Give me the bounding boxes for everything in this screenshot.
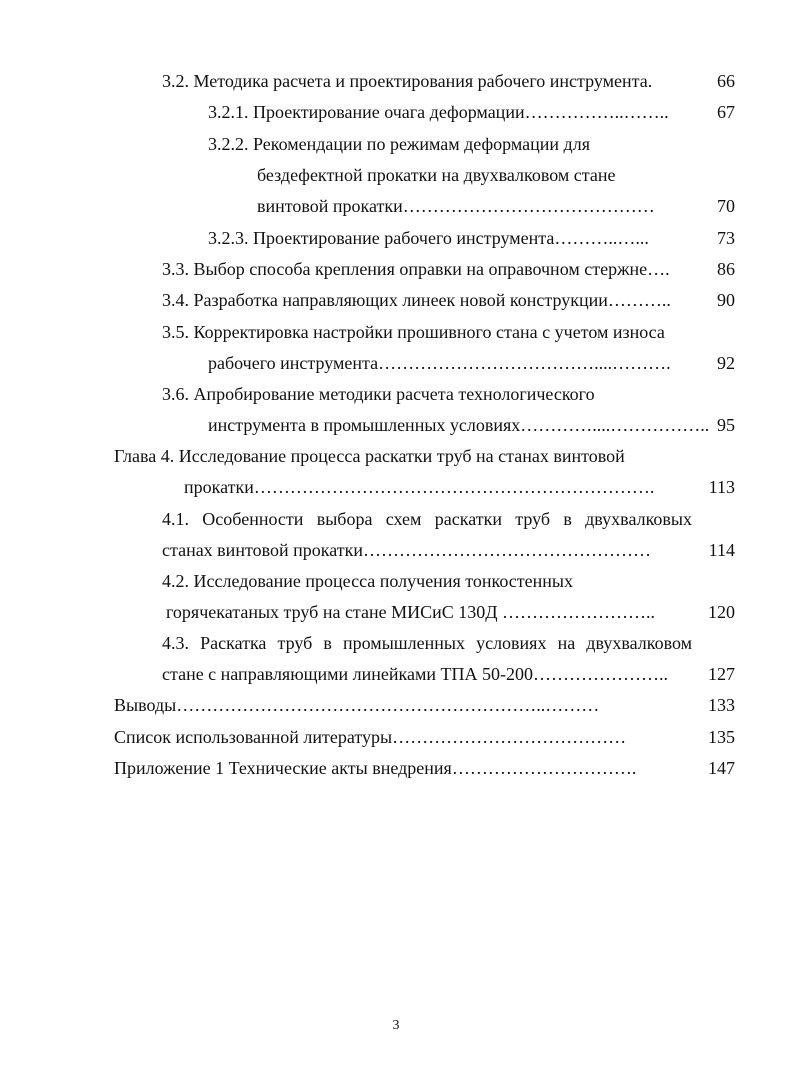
toc-entry-page: 92 — [717, 353, 735, 373]
toc-entry-text: винтовой прокатки…………………………………… — [257, 196, 655, 216]
toc-entry-text: Список использованной литературы………………………………… — [114, 727, 627, 747]
toc-entry — [114, 444, 735, 468]
toc-entry-text: рабочего инструмента………………………………....………. — [208, 353, 671, 373]
toc-entry-text: 3.2.1. Проектирование очага деформации……………..…….. — [208, 102, 669, 122]
toc-entry-page: 135 — [708, 727, 735, 747]
toc-entry — [114, 756, 735, 780]
toc-entry — [208, 413, 735, 437]
toc-entry-text: 3.4. Разработка направляющих линеек новой конструкции……….. — [162, 290, 671, 310]
toc-entry-text: 3.2.3. Проектирование рабочего инструмента………..…... — [208, 228, 649, 248]
toc-entry-page: 86 — [717, 259, 735, 279]
toc-entry-text: 4.3. Раскатка труб в промышленных условиях на двухвалковом — [162, 633, 692, 653]
toc-entry — [208, 351, 735, 375]
toc-entry — [162, 662, 735, 686]
toc-entry — [162, 320, 735, 344]
toc-entry-text: 4.2. Исследование процесса получения тонкостенных — [162, 571, 573, 591]
toc-entry-text: 3.6. Апробирование методики расчета технологического — [162, 384, 595, 404]
toc-entry — [162, 288, 735, 312]
toc-entry-page: 95 — [717, 415, 735, 435]
toc-entry-text: станах винтовой прокатки………………………………………… — [162, 540, 651, 560]
toc-entry — [162, 69, 735, 93]
toc-entry-text: 3.2. Методика расчета и проектирования рабочего инструмента. — [162, 71, 653, 91]
toc-entry — [162, 507, 735, 531]
toc-entry-text: Выводы……………………………………………………..……… — [114, 695, 600, 715]
toc-entry-page: 113 — [708, 477, 735, 497]
toc-entry — [162, 631, 735, 655]
toc-entry-text: бездефектной прокатки на двухвалковом стане — [257, 165, 616, 185]
toc-entry — [208, 132, 735, 156]
toc-entry — [257, 163, 735, 187]
toc-entry — [114, 725, 735, 749]
toc-entry-page: 114 — [708, 540, 735, 560]
toc-entry — [162, 538, 735, 562]
toc-entry-text: Приложение 1 Технические акты внедрения…………………………. — [114, 758, 637, 778]
toc-entry-text: 3.2.2. Рекомендации по режимам деформации для — [208, 134, 590, 154]
toc-entry-text: прокатки…………………………………………………………. — [184, 477, 655, 497]
page-number: 3 — [392, 1018, 400, 1033]
toc-entry-text: 4.1. Особенности выбора схем раскатки труб в двухвалковых — [162, 509, 692, 529]
toc-entry-page: 120 — [708, 602, 735, 622]
toc-entry-page: 133 — [708, 695, 735, 715]
toc-entry-text: Глава 4. Исследование процесса раскатки труб на станах винтовой — [114, 446, 625, 466]
toc-entry — [208, 226, 735, 250]
toc-entry — [184, 475, 735, 499]
toc-entry-text: стане с направляющими линейками ТПА 50-200………………….. — [162, 664, 669, 684]
toc-entry — [162, 382, 735, 406]
toc-entry-page: 127 — [708, 664, 735, 684]
toc-entry-page: 73 — [717, 228, 735, 248]
toc-entry-page: 70 — [717, 196, 735, 216]
toc-entry — [166, 600, 735, 624]
toc-entry — [208, 100, 735, 124]
toc-entry-text: 3.3. Выбор способа крепления оправки на оправочном стержне…. — [162, 259, 670, 279]
toc-entry-text: 3.5. Корректировка настройки прошивного стана с учетом износа — [162, 322, 665, 342]
toc-entry — [162, 257, 735, 281]
toc-entry — [257, 194, 735, 218]
toc-entry-page: 90 — [717, 290, 735, 310]
toc-entry-page: 147 — [708, 758, 735, 778]
toc-entry-text: инструмента в промышленных условиях…………....…………….. — [208, 415, 710, 435]
toc-entry — [114, 693, 735, 717]
toc-entry-page: 67 — [717, 102, 735, 122]
toc-entry — [162, 569, 735, 593]
toc-entry-page: 66 — [717, 71, 735, 91]
toc-entry-text: горячекатаных труб на стане МИСиС 130Д …………………….. — [166, 602, 656, 622]
